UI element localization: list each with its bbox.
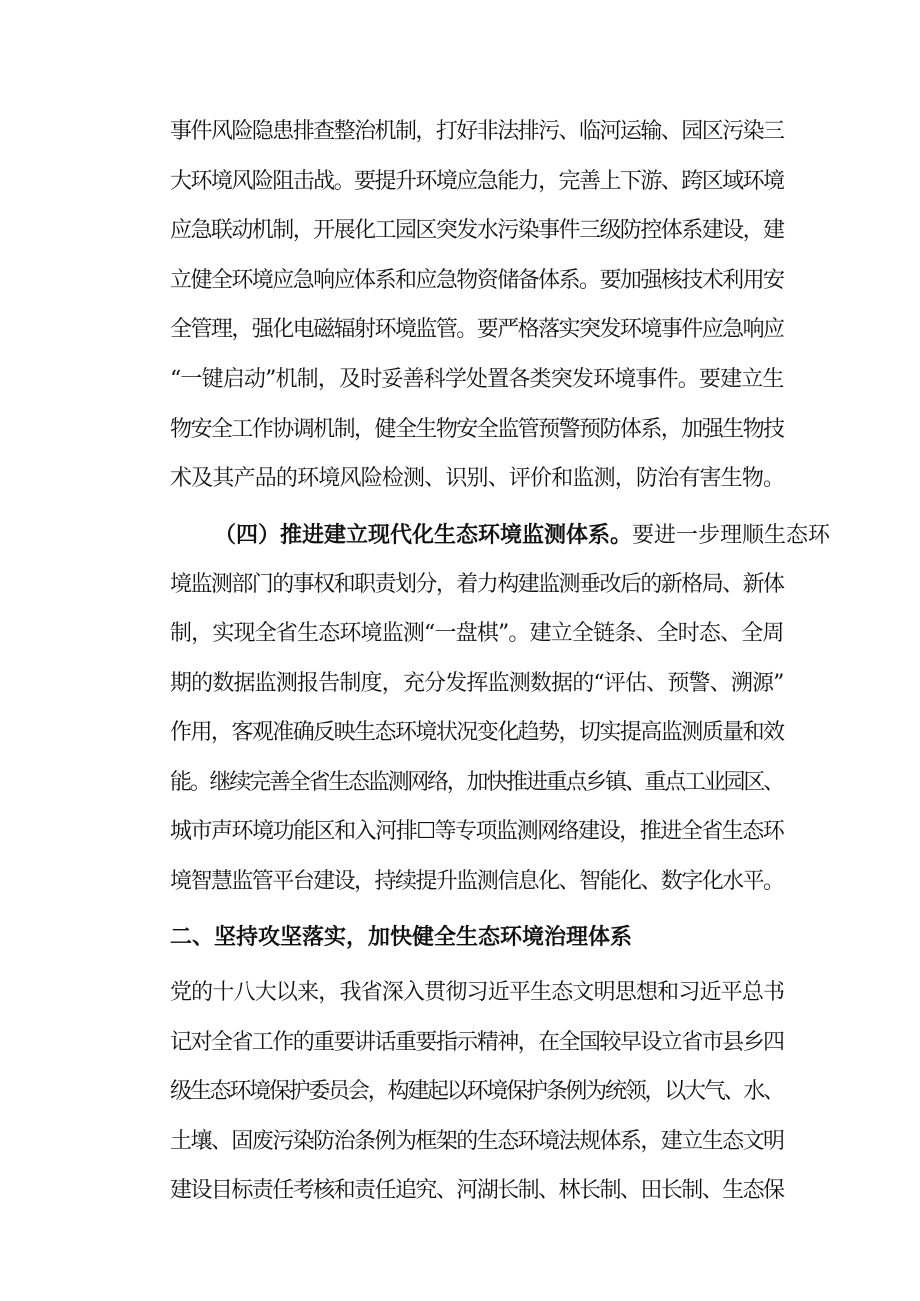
paragraph-line: 应急联动机制，开展化工园区突发水污染事件三级防控体系建设，建	[170, 218, 784, 243]
paragraph-line: 术及其产品的环境风险检测、识别、评价和监测，防治有害生物。	[170, 466, 785, 491]
paragraph-line: 党的十八大以来，我省深入贯彻习近平生态文明思想和习近平总书	[170, 980, 785, 1005]
paragraph-line: 大环境风险阻击战。要提升环境应急能力，完善上下游、跨区域环境	[170, 169, 784, 194]
paragraph-line: 物安全工作协调机制，健全生物安全监管预警预防体系，加强生物技	[170, 417, 784, 442]
paragraph-line: 作用，客观准确反映生态环境状况变化趋势，切实提高监测质量和效	[170, 720, 784, 745]
paragraph-line: 能。继续完善全省生态监测网络，加快推进重点乡镇、重点工业园区、	[170, 770, 783, 795]
paragraph-line: 土壤、固废污染防治条例为框架的生态环境法规体系，建立生态文明	[170, 1129, 784, 1154]
paragraph-line: 境监测部门的事权和职责划分，着力构建监测垂改后的新格局、新体	[170, 572, 784, 597]
paragraph-line: 制，实现全省生态环境监测“一盘棋”。建立全链条、全时态、全周	[170, 621, 784, 646]
paragraph-line: 城市声环境功能区和入河排☐等专项监测网络建设，推进全省生态环	[170, 819, 784, 844]
paragraph-line: 事件风险隐患排查整治机制，打好非法排污、临河运输、园区污染三	[170, 119, 784, 144]
paragraph-line: 记对全省工作的重要讲话重要指示精神，在全国较早设立省市县乡四	[170, 1030, 784, 1055]
section-heading: 二、坚持攻坚落实，加快健全生态环境治理体系	[170, 924, 633, 950]
paragraph-line: 建设目标责任考核和责任追究、河湖长制、林长制、田长制、生态保	[170, 1178, 784, 1203]
subsection-first-line	[170, 520, 830, 550]
paragraph-line: 级生态环境保护委员会，构建起以环境保护条例为统领，以大气、水、	[170, 1079, 783, 1104]
paragraph-line: 立健全环境应急响应体系和应急物资储备体系。要加强核技术利用安	[170, 268, 784, 293]
paragraph-line: 全管理，强化电磁辐射环境监管。要严格落实突发环境事件应急响应	[170, 317, 784, 342]
paragraph-line: “一键启动”机制，及时妥善科学处置各类突发环境事件。要建立生	[170, 367, 784, 392]
subsection-heading: （四）推进建立现代化生态环境监测体系。	[214, 522, 633, 548]
paragraph-line: 期的数据监测报告制度，充分发挥监测数据的“评估、预警、溯源”	[170, 671, 784, 696]
paragraph-line: 境智慧监管平台建设，持续提升监测信息化、智能化、数字化水平。	[170, 869, 784, 894]
paragraph-line-rest: 要进一步理顺生态环	[632, 523, 831, 548]
